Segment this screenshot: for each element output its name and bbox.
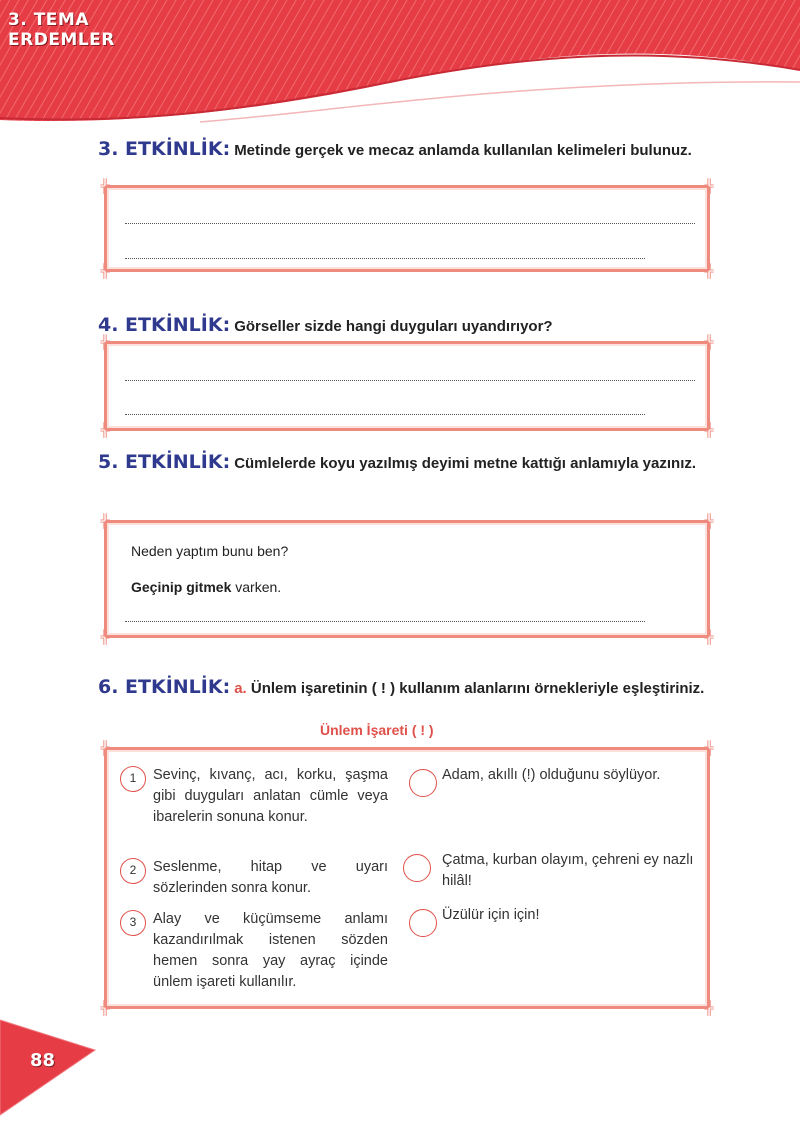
sentence-line-1: Neden yaptım bunu ben?	[131, 543, 289, 559]
idiom-bold: Geçinip gitmek	[131, 579, 232, 595]
item-number-badge: 3	[120, 910, 146, 936]
tema-name: ERDEMLER	[8, 30, 115, 50]
corner-ornament-icon: ╬	[100, 334, 110, 349]
corner-ornament-icon: ╬	[100, 178, 110, 193]
answer-line[interactable]	[125, 621, 645, 622]
activity-5-prompt: Cümlelerde koyu yazılmış deyimi metne kattığı anlamıyla yazınız.	[234, 455, 697, 472]
activity-5-title	[98, 453, 738, 473]
page-number: 88	[30, 1050, 56, 1071]
usage-item-2: Seslenme, hitap ve uyarı sözlerinden sonra konur.	[153, 859, 388, 896]
corner-ornament-icon: ╬	[704, 513, 714, 528]
answer-line[interactable]	[125, 223, 695, 224]
corner-ornament-icon: ╬	[100, 1000, 110, 1015]
tema-label	[8, 10, 115, 50]
example-item-2: Çatma, kurban olayım, çehreni ey nazlı hilâl!	[442, 852, 694, 889]
corner-ornament-icon: ╬	[704, 422, 714, 437]
corner-ornament-icon: ╬	[704, 1000, 714, 1015]
answer-circle[interactable]	[409, 769, 437, 797]
sentence-line-2	[131, 579, 281, 595]
activity-4-prompt: Görseller sizde hangi duyguları uyandırıyor?	[234, 318, 553, 335]
header-banner	[0, 0, 800, 130]
activity-6-title	[98, 678, 738, 698]
activity-6-prompt: Ünlem işaretinin ( ! ) kullanım alanlarını örnekleriyle eşleştiriniz.	[250, 680, 705, 697]
answer-line[interactable]	[125, 258, 645, 259]
usage-item-3: Alay ve küçümseme anlamı kazandırılmak istenen sözden hemen sonra yay ayraç içinde ünlem işareti kullanılır.	[153, 911, 388, 990]
activity-6-number: 6. ETKİNLİK:	[98, 676, 231, 698]
banner-wave	[0, 0, 800, 130]
answer-line[interactable]	[125, 380, 695, 381]
activity-3-title	[98, 140, 738, 160]
corner-ornament-icon: ╬	[704, 629, 714, 644]
sentence-line-2-rest: varken.	[231, 579, 282, 595]
activity-5-answer-box	[100, 513, 714, 644]
example-item-1: Adam, akıllı (!) olduğunu söylüyor.	[442, 767, 661, 783]
activity-3-prompt: Metinde gerçek ve mecaz anlamda kullanılan kelimeleri bulunuz.	[234, 142, 692, 159]
corner-ornament-icon: ╬	[100, 263, 110, 278]
usage-item-1: Sevinç, kıvanç, acı, korku, şaşma gibi duyguları anlatan cümle veya ibarelerin sonuna konur.	[153, 767, 388, 825]
item-number-badge: 2	[120, 858, 146, 884]
activity-3-number: 3. ETKİNLİK:	[98, 138, 231, 160]
answer-circle[interactable]	[409, 909, 437, 937]
activity-4-number: 4. ETKİNLİK:	[98, 314, 231, 336]
answer-line[interactable]	[125, 414, 645, 415]
activity-5-number: 5. ETKİNLİK:	[98, 451, 231, 473]
tema-number: 3. TEMA	[8, 10, 89, 30]
corner-ornament-icon: ╬	[100, 740, 110, 755]
matching-box-title: Ünlem İşareti ( ! )	[320, 722, 434, 738]
corner-ornament-icon: ╬	[704, 178, 714, 193]
activity-3-answer-box	[100, 178, 714, 278]
corner-ornament-icon: ╬	[704, 263, 714, 278]
answer-circle[interactable]	[403, 854, 431, 882]
corner-ornament-icon: ╬	[704, 334, 714, 349]
example-item-3: Üzülür için için!	[442, 907, 540, 923]
activity-6-sub: a.	[234, 680, 247, 697]
corner-ornament-icon: ╬	[100, 513, 110, 528]
corner-ornament-icon: ╬	[100, 629, 110, 644]
corner-ornament-icon: ╬	[704, 740, 714, 755]
activity-4-answer-box	[100, 334, 714, 437]
corner-ornament-icon: ╬	[100, 422, 110, 437]
item-number-badge: 1	[120, 766, 146, 792]
activity-4-title	[98, 316, 738, 336]
